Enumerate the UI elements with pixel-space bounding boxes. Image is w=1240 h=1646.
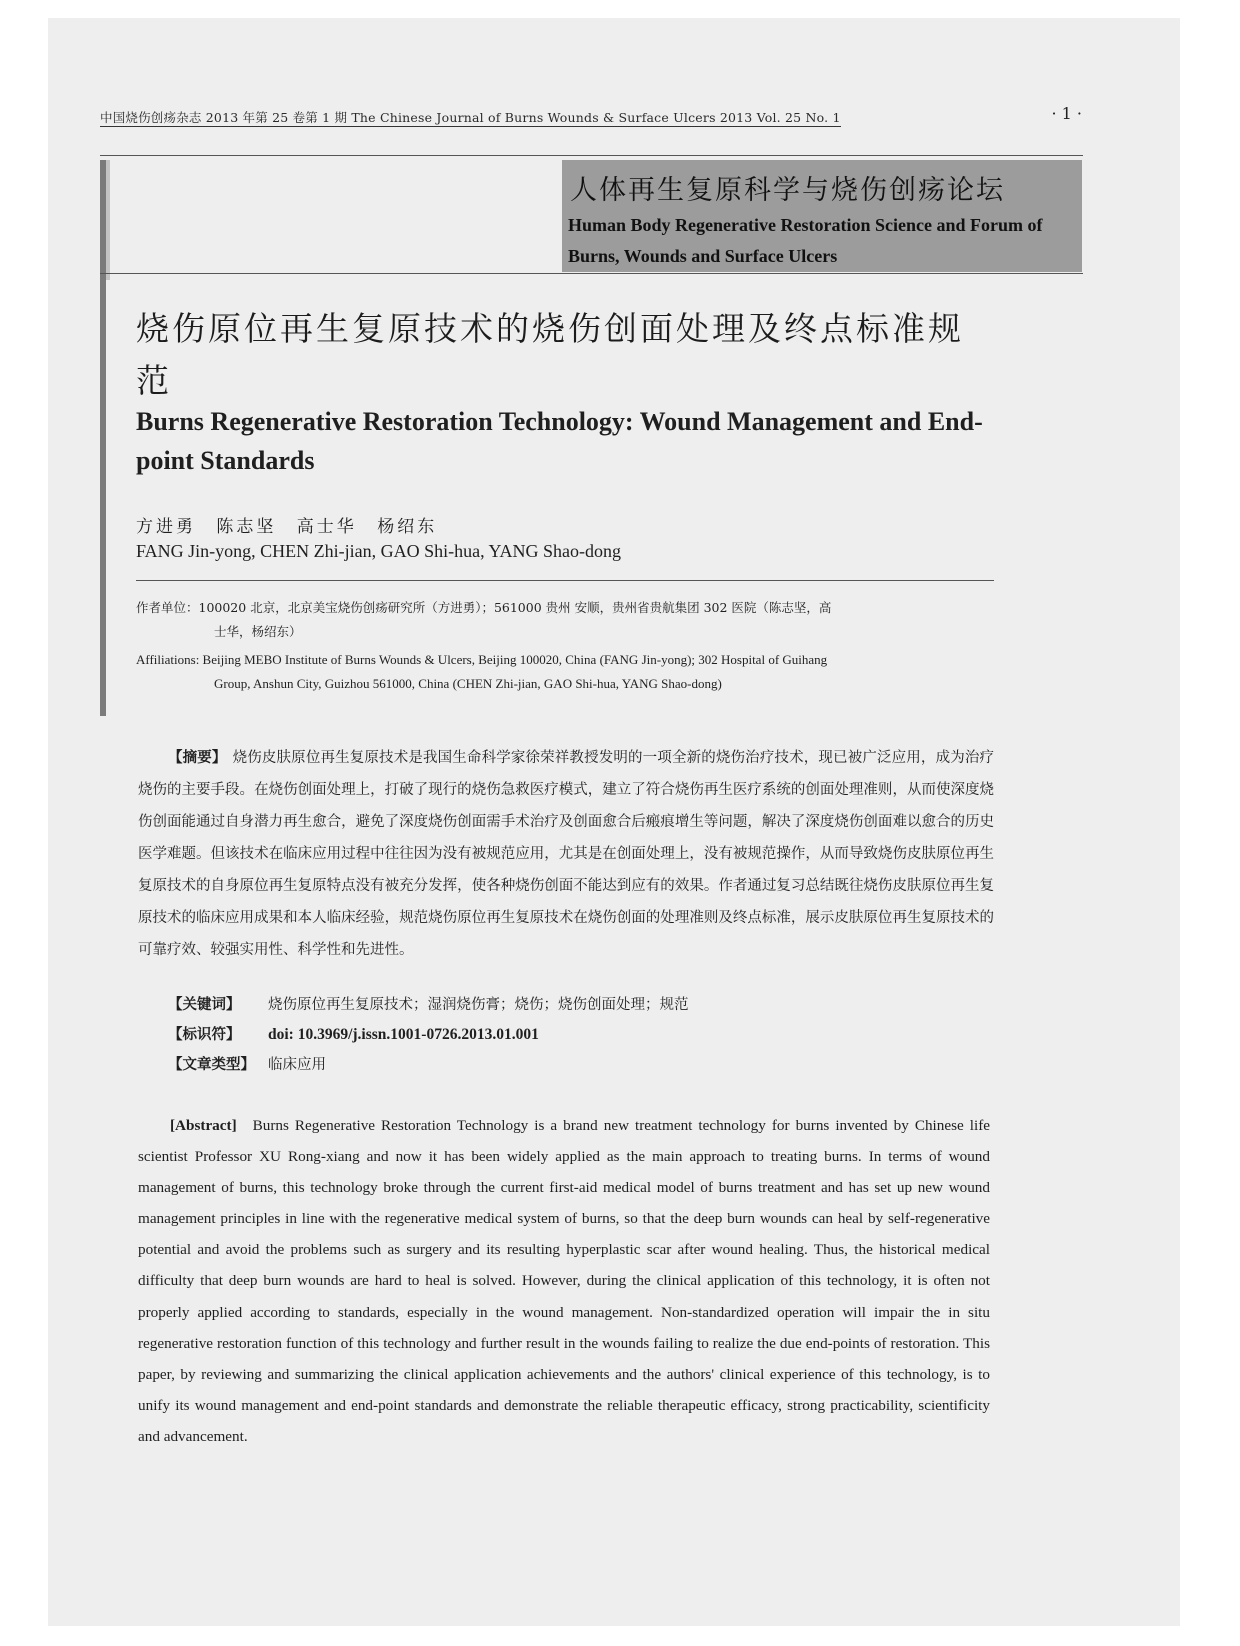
article-title-en: Burns Regenerative Restoration Technology: Wound Management and End-point Standards (136, 407, 983, 475)
affiliation-en-line1: Affiliations: Beijing MEBO Institute of Burns Wounds & Ulcers, Beijing 100020, China (FANG Jin-yong); 302 Hospital of Guihang (136, 652, 828, 667)
abstract-cn-text: 烧伤皮肤原位再生复原技术是我国生命科学家徐荣祥教授发明的一项全新的烧伤治疗技术，现已被广泛应用，成为治疗烧伤的主要手段。在烧伤创面处理上，打破了现行的烧伤急救医疗模式，建立了符合烧伤再生医疗系统的创面处理准则，从而使深度烧伤创面能通过自身潜力再生愈合，避免了深度烧伤创面需手术治疗及创面愈合后瘢痕增生等问题，解决了深度烧伤创面难以愈合的历史医学难题。但该技术在临床应用过程中往往因为没有被规范应用，尤其是在创面处理上，没有被规范操作，从而导致烧伤皮肤原位再生复原技术的自身原位再生复原特点没有被充分发挥，使各种烧伤创面不能达到应有的效果。作者通过复习总结既往烧伤皮肤原位再生复原技术的临床应用成果和本人临床经验，规范烧伤原位再生复原技术在烧伤创面的处理准则及终点标准，展示皮肤原位再生复原技术的可靠疗效、较强实用性、科学性和先进性。 (138, 750, 995, 958)
abstract-en (138, 1110, 990, 1452)
article-type (168, 1050, 988, 1080)
running-head (100, 108, 1060, 126)
doi-text: doi: 10.3969/j.issn.1001-0726.2013.01.001 (268, 1026, 539, 1043)
abstract-cn (138, 742, 994, 966)
abstract-cn-label: 【摘要】 (168, 749, 227, 766)
page-number: · 1 · (1051, 104, 1082, 123)
affiliations-cn (136, 596, 996, 644)
forum-rule (100, 273, 1083, 274)
identifier-label: 【标识符】 (168, 1026, 241, 1043)
abstract-en-label: [Abstract] (170, 1117, 237, 1134)
left-margin-bar-accent (106, 160, 110, 280)
article-type-text: 临床应用 (268, 1057, 326, 1073)
affiliation-cn-line1: 作者单位：100020 北京，北京美宝烧伤创疡研究所（方进勇）；561000 贵州 安顺，贵州省贵航集团 302 医院（陈志坚，高 (136, 600, 832, 615)
affiliation-rule (136, 580, 994, 581)
authors-en: FANG Jin-yong, CHEN Zhi-jian, GAO Shi-hua, YANG Shao-dong (136, 541, 621, 561)
article-type-label: 【文章类型】 (168, 1056, 255, 1073)
affiliation-cn-line2: 士华，杨绍东） (214, 624, 302, 639)
keywords-text: 烧伤原位再生复原技术；湿润烧伤膏；烧伤；烧伤创面处理；规范 (268, 997, 689, 1013)
keywords-label: 【关键词】 (168, 996, 241, 1013)
journal-header: 中国烧伤创疡杂志 2013 年第 25 卷第 1 期 The Chinese Journal of Burns Wounds & Surface Ulcers 2013 Vol. 25 No. 1 (100, 110, 841, 125)
header-rule (100, 155, 1083, 156)
abstract-en-text: Burns Regenerative Restoration Technology is a brand new treatment technology for burns invented by Chinese life scientist Professor XU Rong-xiang and now it has been widely applied as the main approach to treating burns. In terms of wound management of burns, this technology broke through the current first-aid medical model of burns treatment and has set up new wound management principles in line with the regenerative medical system of burns, so that the deep burn wounds can heal by self-regenerative potential and avoid the problems such as surgery and its resulting hyperplastic scar after wound healing. Thus, the historical medical difficulty that deep burn wounds are hard to heal is solved. However, during the clinical application of this technology, it is often not properly applied according to standards, especially in the wound management. Non-standardized operation will impair the in situ regenerative restoration function of this technology and further result in the wounds failing to realize the due end-points of restoration. This paper, by reviewing and summarizing the clinical application achievements and the authors' clinical experience of this technology, is to unify its wound management and end-point standards and demonstrate the reliable therapeutic efficacy, strong practicability, scientificity and advancement. (138, 1117, 990, 1445)
affiliations-en (136, 648, 996, 696)
identifier (168, 1020, 988, 1050)
affiliation-en-line2: Group, Anshun City, Guizhou 561000, China (CHEN Zhi-jian, GAO Shi-hua, YANG Shao-dong) (214, 676, 722, 691)
forum-banner (562, 160, 1082, 272)
forum-title-cn: 人体再生复原科学与烧伤创疡论坛 (570, 175, 1005, 206)
forum-title-en: Human Body Regenerative Restoration Science and Forum of Burns, Wounds and Surface Ulcers (568, 215, 1043, 266)
keywords (168, 990, 988, 1020)
article-title-cn: 烧伤原位再生复原技术的烧伤创面处理及终点标准规范 (136, 309, 964, 400)
authors-cn: 方进勇 陈志坚 高士华 杨绍东 (136, 517, 438, 537)
